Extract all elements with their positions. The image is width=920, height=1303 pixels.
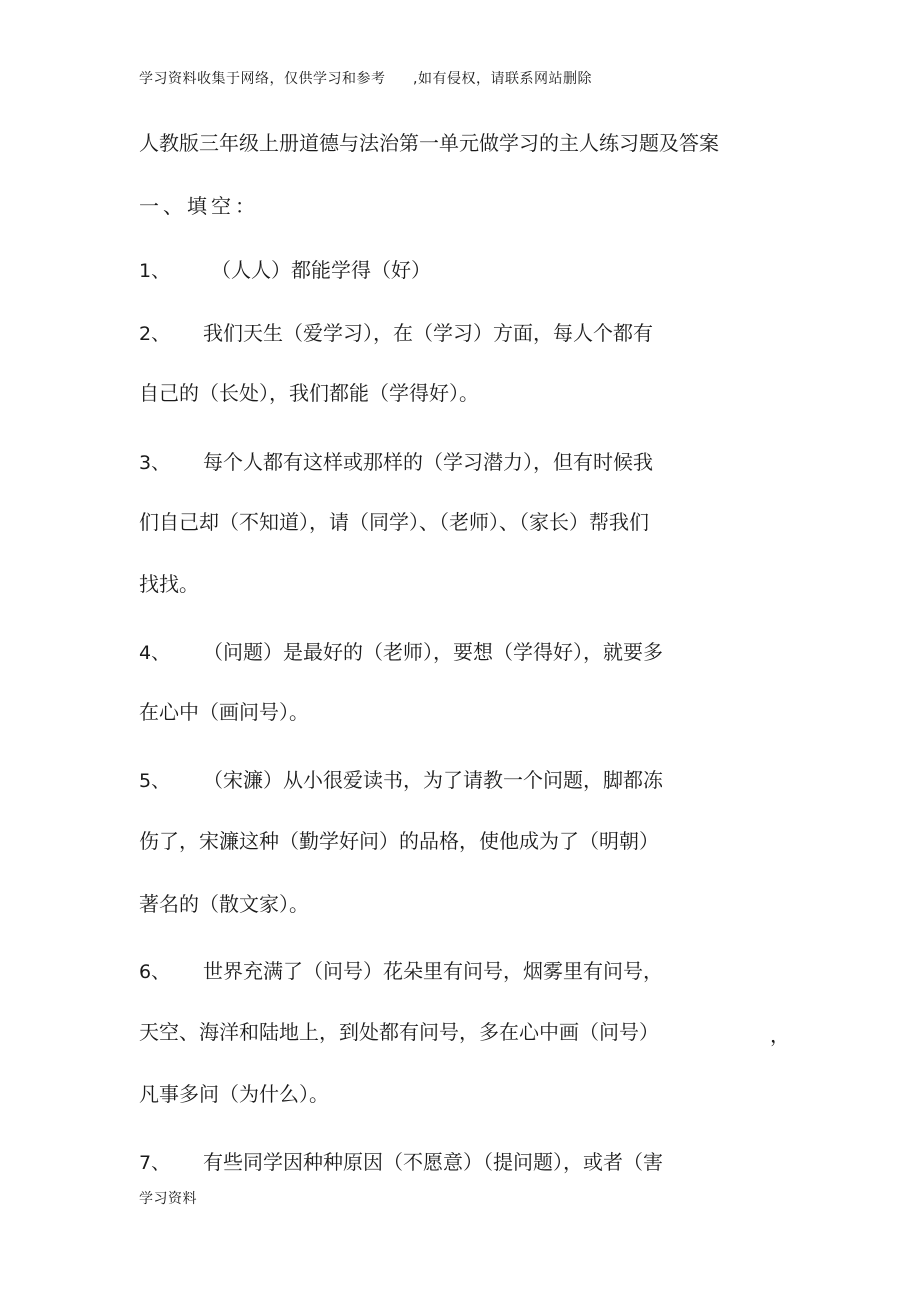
item-text: 有些同学因种种原因（不愿意）（提问题），或者（害 (203, 1150, 663, 1174)
item-text: 世界充满了（问号）花朵里有问号，烟雾里有问号， (203, 959, 663, 983)
item-3-line-3: 找找。 (139, 572, 199, 596)
item-text: 我们天生（爱学习），在（学习）方面，每人个都有 (203, 321, 653, 345)
header-left-text: 学习资料收集于网络，仅供学习和参考 (139, 71, 386, 87)
item-5-line-3: 著名的（散文家）。 (139, 892, 309, 916)
item-6-line-2: 天空、海洋和陆地上，到处都有问号，多在心中画（问号） (139, 1020, 659, 1044)
item-6-trailing-comma: ， (770, 1023, 790, 1047)
item-text: （人人）都能学得（好） (211, 258, 431, 282)
item-number: 5、 (139, 770, 171, 792)
item-3-line-1 (139, 449, 653, 476)
item-text: （问题）是最好的（老师），要想（学得好），就要多 (203, 640, 663, 664)
item-number: 3、 (139, 452, 171, 474)
item-number: 7、 (139, 1152, 171, 1174)
document-title: 人教版三年级上册道德与法治第一单元做学习的主人练习题及答案 (139, 131, 719, 155)
item-3-line-2: 们自己却（不知道），请（同学）、（老师）、（家长）帮我们 (139, 510, 649, 534)
item-number: 1、 (139, 260, 171, 282)
item-text: （宋濂）从小很爱读书，为了请教一个问题，脚都冻 (203, 768, 663, 792)
page-footer: 学习资料 (139, 1191, 197, 1207)
item-5-line-1 (139, 767, 663, 794)
page-header (139, 68, 592, 88)
item-number: 4、 (139, 642, 171, 664)
item-2-line-2: 自己的（长处），我们都能（学得好）。 (139, 381, 479, 405)
item-number: 6、 (139, 961, 171, 983)
section-heading: 一、填空： (139, 194, 259, 218)
item-4-line-2: 在心中（画问号）。 (139, 700, 309, 724)
item-text: 每个人都有这样或那样的（学习潜力），但有时候我 (203, 450, 653, 474)
item-7-line-1 (139, 1149, 663, 1176)
item-4-line-1 (139, 639, 663, 666)
item-number: 2、 (139, 323, 171, 345)
item-1-line-1 (139, 257, 431, 284)
header-right-text: ,如有侵权，请联系网站删除 (413, 71, 592, 87)
item-2-line-1 (139, 320, 653, 347)
item-6-line-1 (139, 958, 663, 985)
item-5-line-2: 伤了，宋濂这种（勤学好问）的品格，使他成为了（明朝） (139, 829, 659, 853)
item-6-line-3: 凡事多问（为什么）。 (139, 1082, 329, 1106)
